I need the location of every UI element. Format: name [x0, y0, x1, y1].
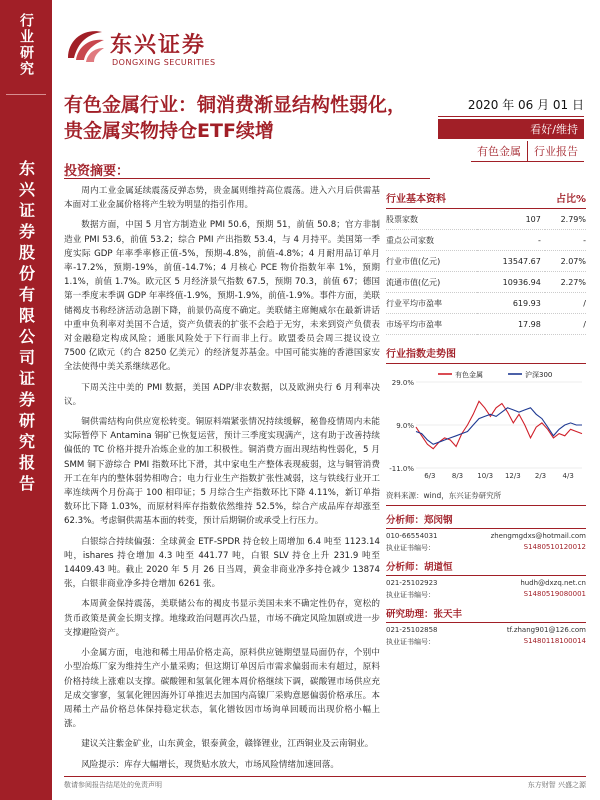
analyst-contact [386, 623, 586, 634]
cert-label: 执业证书编号： [386, 544, 435, 552]
table-row [386, 293, 586, 314]
paragraph: 建议关注紫金矿业，山东黄金，银泰黄金，赣锋锂业，江西铜业及云南铜业。 [81, 739, 374, 750]
cert-label: 执业证书编号： [386, 638, 435, 646]
analyst-name: 分析师：郑闵钢 [386, 512, 586, 529]
legend-label: 有色金属 [455, 371, 483, 379]
row-label: 市场平均市盈率 [386, 314, 477, 335]
analyst-list [386, 512, 586, 647]
paragraph: 下周关注中美的 PMI 数据，美国 ADP/非农数据，以及欧洲央行 6 月利率决议。 [64, 382, 380, 407]
series-line-csi300 [416, 408, 582, 445]
legend-label: 沪深300 [525, 371, 553, 379]
summary-body [64, 184, 380, 778]
indicators-heading: 行业基本资料 [386, 194, 446, 205]
row-pct: / [545, 293, 586, 314]
sidebar-divider [6, 94, 46, 95]
analyst-contact [386, 529, 586, 540]
paragraph: 数据方面，中国 5 月官方制造业 PMI 50.6，预期 51，前值 50.8；官方非制造业 PMI 53.6，前值 53.2；综合 PMI 产出指数 53.4，与 4 月持平。美国第一季度实际 GDP 年率季率修正值-5%，预期-4.8%，前值-4.8%；4 月耐用品订单月率-17.2%，预期-19%，前值-14.7%；4 月核心 PCE 物价指数年率 1%，预期 1.1%，前值 1.7%。欧元区 5 月经济景气指数 67.5，预期 70.3，前值 67；德国第一季度末季调 GDP 年率终值-1.9%，预期-1.9%，前值-1.9%。事件方面，美联储褐皮书称经济活动急剧下降，前景仍高度不确定。美联储主席鲍威尔在最新讲话中重申负利率对美国不合适，资产负债表的扩张不会趋于无穷，未来到资产负债表对金融稳定构成风险；通胀风险处于下行而非上行。欧盟委员会周三提议设立 7500 亿欧元（约合 8250 亿美元）的经济复苏基金。中国可能实施的香港国家安全法使得中美关系继续恶化。 [64, 220, 380, 373]
y-tick-label: 29.0% [391, 379, 414, 387]
row-pct: 2.79% [545, 209, 586, 230]
row-value: 619.93 [477, 293, 545, 314]
paragraph: 白银综合持续偏强：全球黄金 ETF-SPDR 持仓较上周增加 6.4 吨至 1123.14 吨，ishares 持仓增加 4.3 吨至 441.77 吨，白银 SLV 持仓上升 231.9 吨至 14409.43 吨。截止 2020 年 5 月 26 日当周，黄金非商业净多持仓减少 13874 张，白银非商业净多持仓增加 6261 张。 [64, 536, 380, 590]
x-tick-label: 8/3 [451, 472, 464, 480]
logo-text-cn: 东兴证券 [110, 33, 207, 58]
indicators-table [386, 209, 586, 335]
row-pct: / [545, 314, 586, 335]
paragraph: 本周黄金保持震荡，美联储公布的褐皮书显示美国未来不确定性仍存，宽松的货币政策是黄金长期支撑。地缘政治问题再次凸显，市场不确定风险加剧或进一步支撑避险资产。 [64, 599, 380, 638]
analyst-name: 研究助理：张天丰 [386, 606, 586, 623]
analyst-phone: 021-25102858 [386, 626, 438, 634]
row-label: 流通市值(亿元) [386, 272, 477, 293]
row-pct: 2.07% [545, 251, 586, 272]
x-tick-label: 2/3 [534, 472, 547, 480]
cert-number: S1480510120012 [523, 543, 586, 551]
index-trend-chart [386, 368, 586, 488]
analyst-card [386, 606, 586, 647]
paragraph: 小金属方面，电池和稀土用品价格走高，原料供应链期望显局面仍存，个别中小型冶炼厂家为维持生产小量采购；但这期订单因后市需求偏弱而未有超过，原料价格持续上涨难以支撑。碳酸锂和氢氧化锂本周价格继续下调，碳酸锂市场供应充足成交寥寥，氢氧化锂因海外订单推迟去加国内高镍厂采购意愿偏弱价格承压。本周稀土产品价格总体保持稳定状态，氧化镨钕因市场询单回暖而出现价格小幅上涨。 [64, 648, 380, 730]
logo-mark-icon [64, 24, 106, 66]
report-tags [438, 141, 584, 162]
tag-industry: 有色金属 [471, 141, 527, 162]
rating-badge: 看好/维持 [438, 119, 584, 139]
paragraph: 铜供需结构向供应宽松转变。铜原料端紧张情况持续缓解，秘鲁疫情周内未能实际暂停下 Antamina 铜矿已恢复运营，预计三季度实现满产，这有助于改善持续偏低的 TC 价格并提升冶炼企业的加工积极性。铜消费方面出现结构性弱化，5 月 SMM 铜下游综合 PMI 指数环比下滑，其中家电生产整体表现疲弱，这与铜管消费开工在年内的整体弱势相吻合；电力行业生产指数扩张性减弱，这与铁线行业开工率连续两个月份高于 100 相印证；5 月综合生产指数环比下降 4.11%，新订单指数环比下降 1.03%，而原材料库存指数依然维持 52.5%，综合产成品库存却涨至 62.3%。考虑铜供需基本面的转变，预计后期铜价或承受上行压力。 [64, 417, 380, 527]
report-date: 2020 年 06 月 01 日 [438, 96, 584, 117]
analyst-email[interactable]: zhengmgdxs@hotmail.com [490, 532, 586, 540]
row-pct: 2.27% [545, 272, 586, 293]
table-row [386, 251, 586, 272]
row-label: 行业平均市盈率 [386, 293, 477, 314]
row-label: 股票家数 [386, 209, 477, 230]
x-tick-label: 12/3 [504, 472, 521, 480]
logo-text-en: DONGXING SECURITIES [112, 58, 216, 67]
y-tick-label: -11.0% [389, 465, 414, 473]
row-label: 重点公司家数 [386, 230, 477, 251]
report-category: 行业研究 [18, 13, 34, 77]
analyst-contact [386, 576, 586, 587]
analyst-cert [386, 634, 586, 647]
analyst-cert [386, 540, 586, 553]
analyst-email[interactable]: hudh@dxzq.net.cn [520, 579, 586, 587]
report-meta [438, 96, 584, 162]
analyst-cert [386, 587, 586, 600]
cert-label: 执业证书编号： [386, 591, 435, 599]
table-row [386, 209, 586, 230]
tag-report-type: 行业报告 [527, 141, 584, 162]
row-value: 13547.67 [477, 251, 545, 272]
analyst-phone: 010-66554031 [386, 532, 438, 540]
chart-source: 资料来源：wind，东兴证券研究所 [386, 490, 586, 506]
footer-disclaimer: 敬请参阅报告结尾处的免责声明 [64, 781, 162, 789]
company-name: 东兴证券股份有限公司证券研究报告 [16, 160, 36, 496]
trend-chart-svg [386, 368, 586, 488]
report-title: 有色金属行业：铜消费渐显结构性弱化，贵金属实物持仓ETF续增 [64, 94, 407, 142]
row-pct: - [545, 230, 586, 251]
x-tick-label: 6/3 [424, 472, 436, 480]
x-tick-label: 10/3 [477, 472, 494, 480]
page-footer [64, 776, 586, 790]
indicators-header [386, 188, 586, 209]
table-row [386, 314, 586, 335]
cert-number: S1480118100014 [523, 637, 586, 645]
summary-heading: 投资摘要： [64, 164, 130, 179]
row-label: 行业市值(亿元) [386, 251, 477, 272]
paragraph: 周内工业金属延续震荡反弹态势，贵金属则维持高位震荡。进入六月后供需基本面对工业金属价格将产生较为明显的指引作用。 [64, 186, 380, 211]
paragraph: 风险提示：库存大幅增长，现货贴水放大，市场风险情绪加速回落。 [81, 759, 340, 770]
sidebar-panel [386, 188, 586, 653]
cert-number: S1480519080001 [523, 590, 586, 598]
row-value: 10936.94 [477, 272, 545, 293]
trend-heading: 行业指数走势图 [386, 343, 586, 364]
row-value: 107 [477, 209, 545, 230]
analyst-phone: 021-25102923 [386, 579, 438, 587]
analyst-card [386, 512, 586, 553]
table-row [386, 272, 586, 293]
indicators-pct-heading: 占比% [555, 194, 586, 205]
analyst-name: 分析师：胡道恒 [386, 559, 586, 576]
row-value: 17.98 [477, 314, 545, 335]
sidebar [0, 0, 52, 800]
footer-slogan: 东方财智 兴盛之源 [527, 781, 586, 789]
company-logo [64, 18, 224, 74]
row-value: - [477, 230, 545, 251]
summary-divider [64, 178, 430, 179]
table-row [386, 230, 586, 251]
x-tick-label: 4/3 [562, 472, 574, 480]
y-tick-label: 9.0% [396, 422, 414, 430]
analyst-email[interactable]: tf.zhang901@126.com [506, 626, 586, 634]
analyst-card [386, 559, 586, 600]
